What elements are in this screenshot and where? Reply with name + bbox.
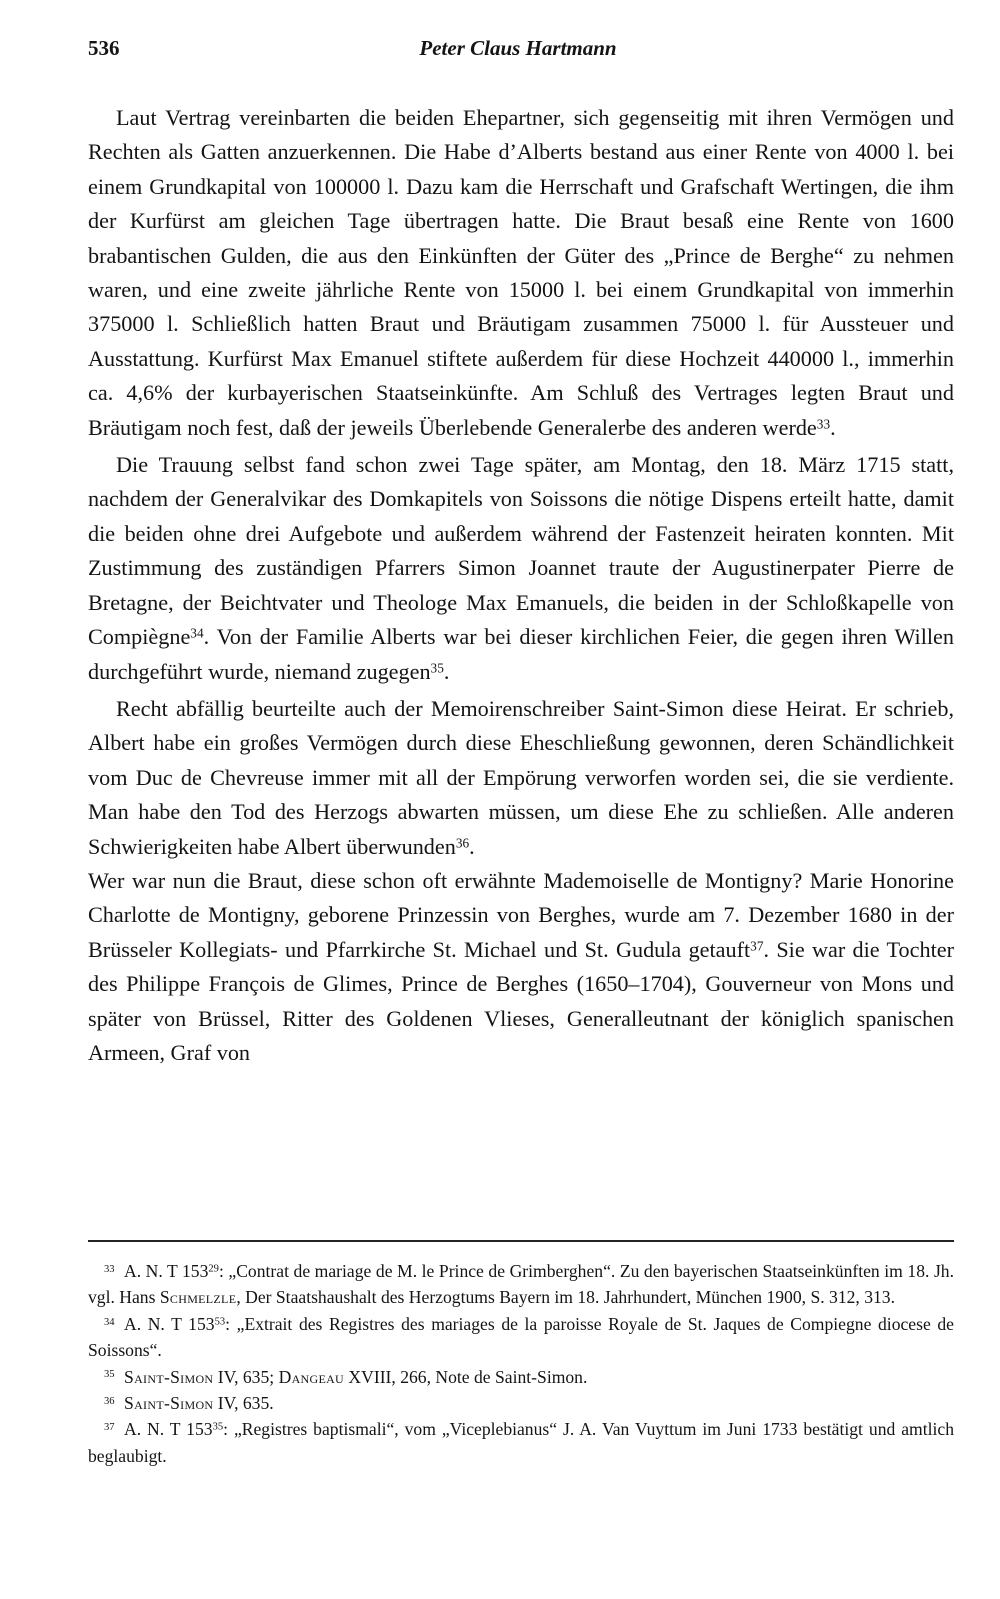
note-ref-37: 37 [750, 938, 764, 954]
page-header [88, 36, 948, 66]
footnote-34: $^{34}$ A. N. T $153^{53}$: „Extrait des Registres des mariages de la paroisse Royale de St. Jaques de Compiegne diocese de Soissons“. [88, 1313, 954, 1361]
page-number: 536 [88, 36, 120, 60]
note-ref-34: 34 [190, 625, 204, 641]
footnote-36: $^{36}$ Saint-Simon IV, 635. [104, 1393, 274, 1414]
footnote-divider [88, 1240, 954, 1242]
footnote-35: $^{35}$ Saint-Simon IV, 635; Dangeau XVIII, 266, Note de Saint-Simon. [104, 1366, 588, 1387]
footnotes [88, 1258, 954, 1469]
paragraph-2: Die Trauung selbst fand schon zwei Tage später, am Montag, den 18. März 1715 statt, nachdem der Generalvikar des Domkapitels von Soissons die nötige Dispens erteilt hatte, damit die beiden ohne drei Aufgebote und außerdem während der Fastenzeit heiraten konnten. Mit Zustimmung des zuständigen Pfarrers Simon Joannet traute der Augustinerpater Pierre de Bretagne, der Beichtvater und Theologe Max Emanuels, die beiden in der Schloßkapelle von Compiègne$^{34}$. Von der Familie Alberts war bei dieser kirchlichen Feier, die gegen ihren Willen durchgeführt wurde, niemand zugegen$^{35}$. [88, 452, 954, 684]
paragraph-4: Wer war nun die Braut, diese schon oft erwähnte Mademoiselle de Montigny? Marie Honorine Charlotte de Montigny, geborene Prinzessin von Berghes, wurde am 7. Dezember 1680 in der Brüsseler Kollegiats- und Pfarrkirche St. Michael und St. Gudula getauft$^{37}$. Sie war die Tochter des Philippe François de Glimes, Prince de Berghes (1650–1704), Gouverneur von Mons und später von Brüssel, Ritter des Goldenen Vlieses, Generalleutnant der königlich spanischen Armeen, Graf von [88, 867, 954, 1065]
note-ref-33: 33 [816, 416, 831, 431]
main-text [88, 101, 954, 1070]
footnote-37: $^{37}$ A. N. T $153^{35}$: „Registres baptismali“, vom „Viceplebianus“ J. A. Van Vuyttum im Juni 1733 bestätigt und amtlich beglaubigt. [88, 1419, 954, 1466]
footnote-33: $^{33}$ A. N. T $153^{29}$: „Contrat de mariage de M. le Prince de Grimberghen“. Zu den bayerischen Staatseinkünften im 18. Jh. vgl. Hans Schmelzle, Der Staatshaushalt des Herzogtums Bayern im 18. Jahrhundert, München 1900, S. 312, 313. [88, 1261, 955, 1308]
paragraph-1: Laut Vertrag vereinbarten die beiden Ehepartner, sich gegenseitig mit ihren Vermögen und Rechten als Gatten anzuerkennen. Die Habe d’Alberts bestand aus einer Rente von 4000 l. bei einem Grundkapital von 100000 l. Dazu kam die Herrschaft und Grafschaft Wertingen, die ihm der Kurfürst am gleichen Tage übertragen hatte. Die Braut besaß eine Rente von 1600 brabantischen Gulden, die aus den Einkünften der Güter des „Prince de Berghe“ zu nehmen waren, und eine zweite jährliche Rente von 15000 l. bei einem Grundkapital von immerhin 375000 l. Schließlich hatten Braut und Bräutigam zusammen 75000 l. für Aussteuer und Ausstattung. Kurfürst Max Emanuel stiftete außerdem für diese Hochzeit 440000 l., immerhin ca. 4,6% der kurbayerischen Staatseinkünfte. Am Schluß des Vertrages legten Braut und Bräutigam noch fest, daß der jeweils Überlebende Generalerbe des anderen werde$^{33}$. [88, 105, 954, 440]
note-ref-36: 36 [455, 834, 470, 850]
note-ref-35: 35 [430, 659, 444, 675]
paragraph-3: Recht abfällig beurteilte auch der Memoirenschreiber Saint-Simon diese Heirat. Er schrieb, Albert habe ein großes Vermögen durch diese Eheschließung gewonnen, deren Schändlichkeit vom Duc de Chevreuse immer mit all der Empörung verworfen worden sei, die sie verdiente. Man habe den Tod des Herzogs abwarten müssen, um diese Ehe zu schließen. Alle anderen Schwierigkeiten habe Albert überwunden$^{36}$. [88, 695, 954, 859]
running-head: Peter Claus Hartmann [419, 36, 617, 60]
